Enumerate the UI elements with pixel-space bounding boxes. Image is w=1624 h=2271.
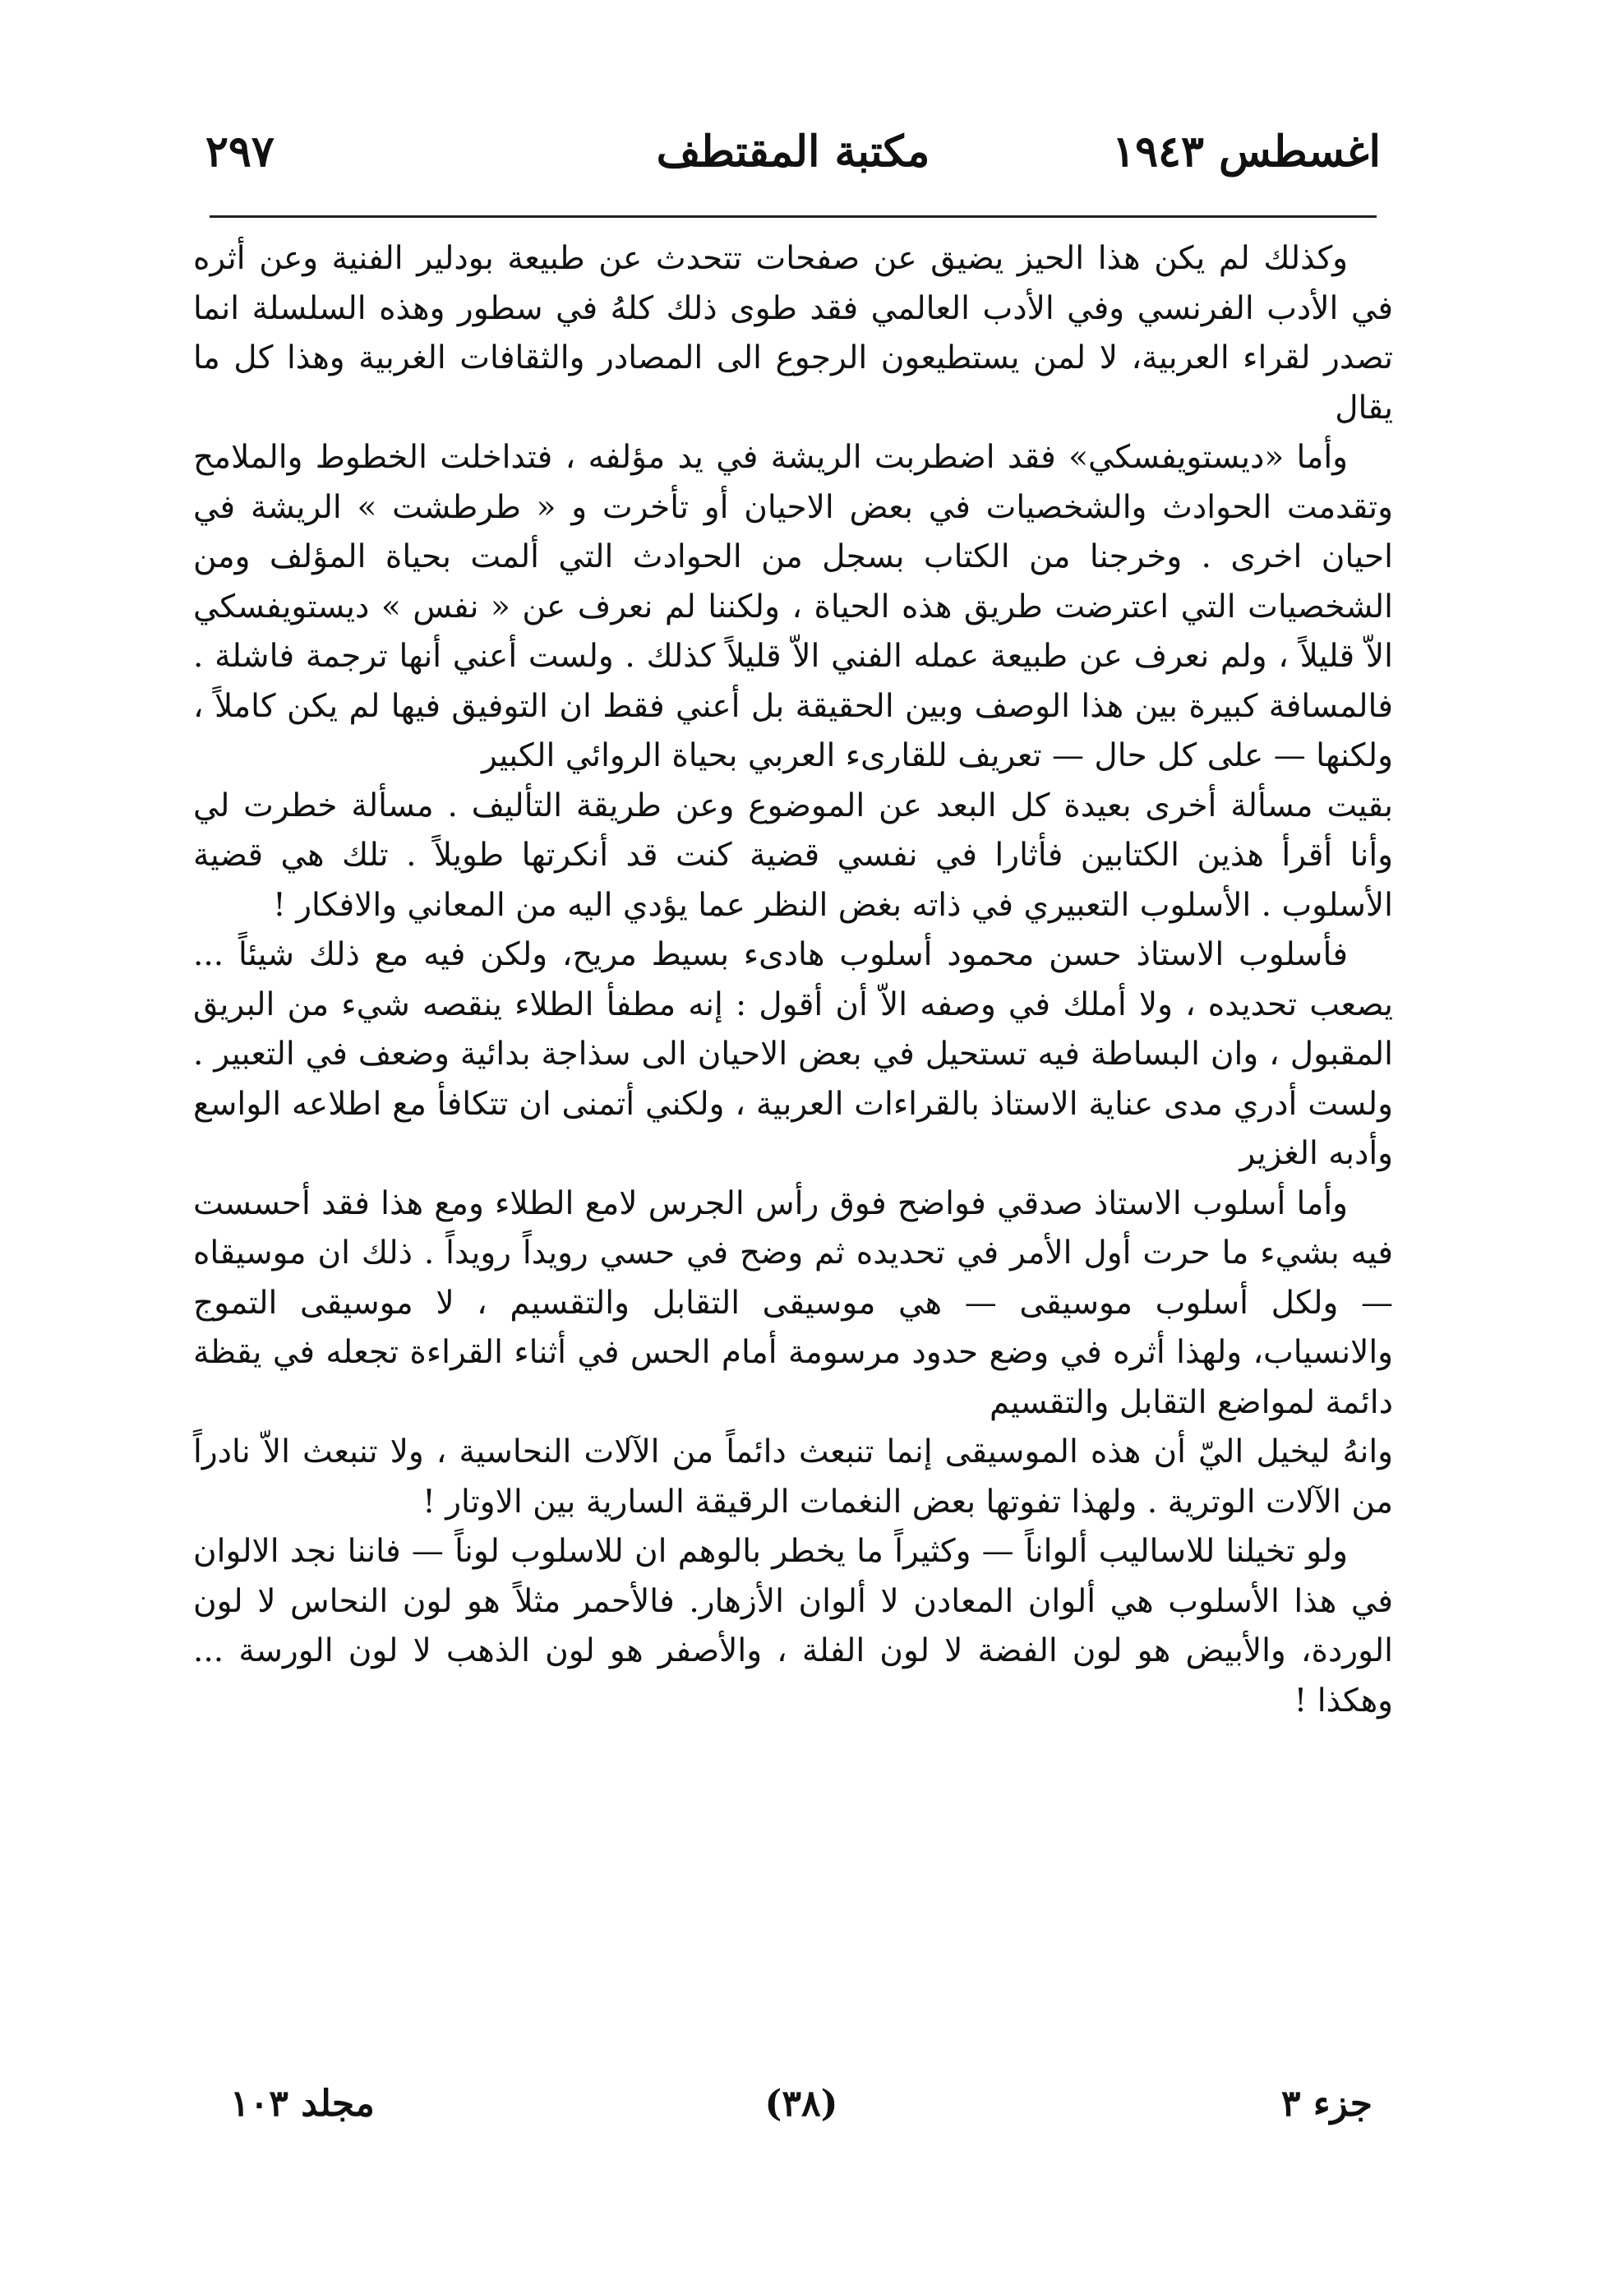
paragraph-brass-music: وانهُ ليخيل اليّ أن هذه الموسيقى إنما تنبعث دائماً من الآلات النحاسية ، ولا تنبعث الاّ نادراً من الآلات الوترية . ولهذا تفوتها بعض النغمات الرقيقة السارية بين الاوتار ! bbox=[193, 1433, 1393, 1521]
paragraph-style-question: بقيت مسألة أخرى بعيدة كل البعد عن الموضوع وعن طريقة التأليف . مسألة خطرت لي وأنا أقرأ هذين الكتابين فأثارا في نفسي قضية كنت قد أنكرتها طويلاً . تلك هي قضية الأسلوب . الأسلوب التعبيري في ذاته بغض النظر عما يؤدي اليه من المعاني والافكار ! bbox=[193, 787, 1393, 924]
footer-part: جزء ٣ bbox=[1280, 2083, 1373, 2125]
footer-signature-number: (٣٨) bbox=[764, 2083, 838, 2125]
article-body bbox=[193, 234, 1393, 2034]
paragraph-dostoevsky: وأما «ديستويفسكي» فقد اضطربت الريشة في يد مؤلفه ، فتداخلت الخطوط والملامح وتقدمت الحوادث والشخصيات في بعض الاحيان أو تأخرت و « طرطشت » الريشة في احيان اخرى . وخرجنا من الكتاب بسجل من الحوادث التي ألمت بحياة المؤلف ومن الشخصيات التي اعترضت طريق هذه الحياة ، ولكننا لم نعرف عن « نفس » ديستويفسكي الاّ قليلاً ، ولم نعرف عن طبيعة عمله الفني الاّ قليلاً كذلك . ولست أعني أنها ترجمة فاشلة . فالمسافة كبيرة بين هذا الوصف وبين الحقيقة بل أعني فقط ان التوفيق فيها لم يكن كاملاً ، ولكنها — على كل حال — تعريف للقارىء العربي بحياة الروائي الكبير bbox=[193, 439, 1393, 774]
running-header bbox=[205, 115, 1381, 189]
header-rule bbox=[210, 215, 1377, 218]
paragraph-style-colors: ولو تخيلنا للاساليب ألواناً — وكثيراً ما يخطر بالوهم ان للاسلوب لوناً — فاننا نجد الالوان في هذا الأسلوب هي ألوان المعادن لا ألوان الأزهار. فالأحمر مثلاً هو لون النحاس لا لون الوردة، والأبيض هو لون الفضة لا لون الفلة ، والأصفر هو لون الذهب لا لون الورسة ... وهكذا ! bbox=[193, 1533, 1393, 1719]
header-title: مكتبة المقتطف bbox=[656, 127, 930, 177]
paragraph-baudelaire: وكذلك لم يكن هذا الحيز يضيق عن صفحات تتحدث عن طبيعة بودلير الفنية وعن أثره في الأدب الفرنسي وفي الأدب العالمي فقد طوى ذلك كلهُ في سطور وهذه السلسلة انما تصدر لقراء العربية، لا لمن يستطيعون الرجوع الى المصادر والثقافات الغربية وهذا كل ما يقال bbox=[193, 240, 1393, 427]
footer-volume: مجلد ١٠٣ bbox=[230, 2083, 375, 2125]
page-number: ٢٩٧ bbox=[205, 127, 275, 177]
paragraph-hassan-mahmoud-style: فأسلوب الاستاذ حسن محمود أسلوب هادىء بسيط مريح، ولكن فيه مع ذلك شيئاً ... يصعب تحديده ، ولا أملك في وصفه الاّ أن أقول : إنه مطفأ الطلاء ينقصه شيء من البريق المقبول ، وان البساطة فيه تستحيل في بعض الاحيان الى سذاجة بدائية وضعف في التعبير . ولست أدري مدى عناية الاستاذ بالقراءات العربية ، ولكني أتمنى ان تتكافأ مع اطلاعه الواسع وأدبه الغزير bbox=[193, 936, 1393, 1172]
paragraph-sedki-style: وأما أسلوب الاستاذ صدقي فواضح فوق رأس الجرس لامع الطلاء ومع هذا فقد أحسست فيه بشيء ما حرت أول الأمر في تحديده ثم وضح في حسي رويداً رويداً . ذلك ان موسيقاه — ولكل أسلوب موسيقى — هي موسيقى التقابل والتقسيم ، لا موسيقى التموج والانسياب، ولهذا أثره في وضع حدود مرسومة أمام الحس في أثناء القراءة تجعله في يقظة دائمة لمواضع التقابل والتقسيم bbox=[193, 1184, 1393, 1421]
page-footer bbox=[230, 2071, 1373, 2137]
header-date: اغسطس ١٩٤٣ bbox=[1112, 127, 1381, 177]
